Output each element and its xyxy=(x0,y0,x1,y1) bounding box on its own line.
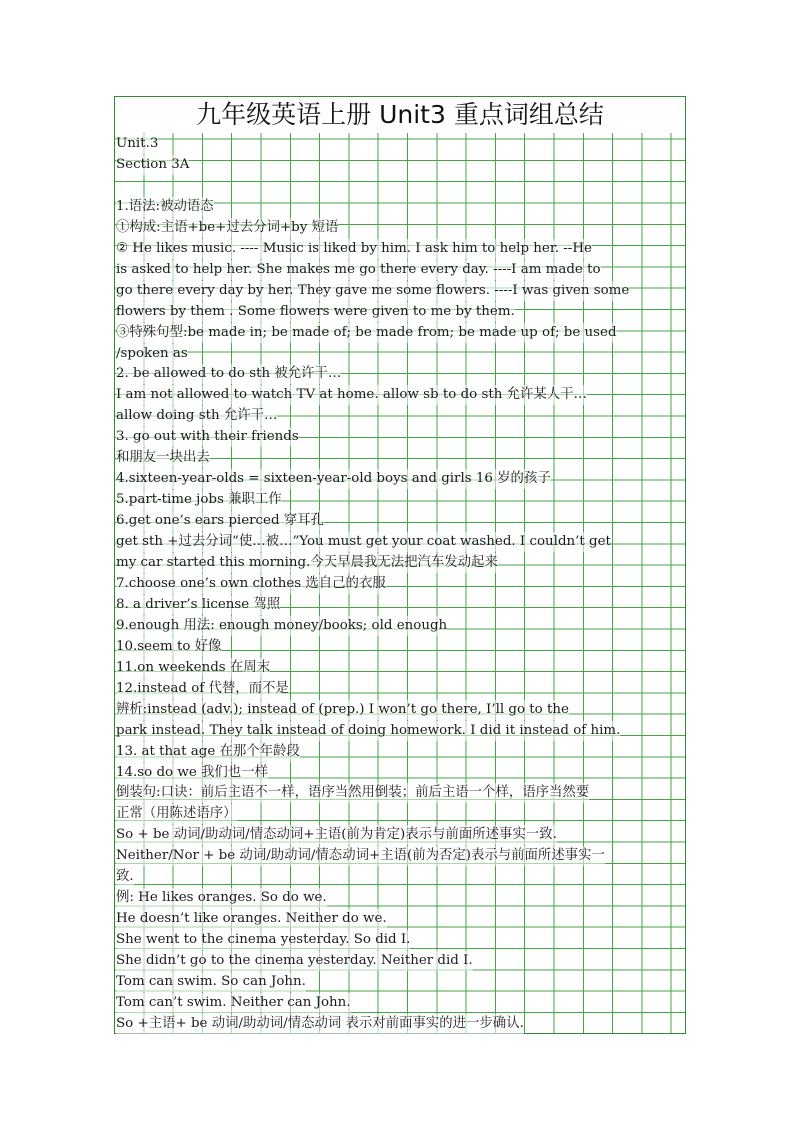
text-line: is asked to help her. She makes me go there every day. ----I am made to xyxy=(116,260,601,280)
text-line: Tom can’t swim. Neither can John. xyxy=(116,993,351,1013)
text-line: 致. xyxy=(116,867,134,887)
text-line: 例: He likes oranges. So do we. xyxy=(116,888,327,908)
text-line: She didn’t go to the cinema yesterday. Neither did I. xyxy=(116,951,473,971)
text-line: allow doing sth 允许干… xyxy=(116,406,277,426)
text-line: 8. a driver’s license 驾照 xyxy=(116,595,280,615)
document-title: 九年级英语上册 Unit3 重点词组总结 xyxy=(196,100,604,129)
text-line: ①构成:主语+be+过去分词+by 短语 xyxy=(116,218,338,238)
text-line: I am not allowed to watch TV at home. allow sb to do sth 允许某人干… xyxy=(116,385,587,405)
text-line: Tom can swim. So can John. xyxy=(116,972,306,992)
text-line: He doesn’t like oranges. Neither do we. xyxy=(116,909,387,929)
text-line: 正常（用陈述语序） xyxy=(116,804,237,824)
text-line: 13. at that age 在那个年龄段 xyxy=(116,742,300,762)
text-line: So + be 动词/助动词/情态动词+主语(前为肯定)表示与前面所述事实一致. xyxy=(116,825,557,845)
text-line: 14.so do we 我们也一样 xyxy=(116,763,268,783)
text-line: 2. be allowed to do sth 被允许干… xyxy=(116,364,341,384)
text-line: 10.seem to 好像 xyxy=(116,637,221,657)
text-line: 11.on weekends 在周末 xyxy=(116,658,270,678)
text-line: 6.get one’s ears pierced 穿耳孔 xyxy=(116,511,324,531)
text-line: 7.choose one’s own clothes 选自己的衣服 xyxy=(116,574,386,594)
title-band xyxy=(115,97,685,133)
text-line: 辨析:instead (adv.); instead of (prep.) I won’t go there, I’ll go to the xyxy=(116,700,569,720)
text-line: my car started this morning.今天早晨我无法把汽车发动起来 xyxy=(116,553,498,573)
text-line: 9.enough 用法: enough money/books; old enough xyxy=(116,616,447,636)
text-line: go there every day by her. They gave me some flowers. ----I was given some xyxy=(116,281,629,301)
text-line: Unit.3 xyxy=(116,134,158,154)
text-line: Section 3A xyxy=(116,155,189,175)
text-line: park instead. They talk instead of doing homework. I did it instead of him. xyxy=(116,721,620,741)
text-line: 1.语法:被动语态 xyxy=(116,197,214,217)
text-line: She went to the cinema yesterday. So did I. xyxy=(116,930,410,950)
text-line: So +主语+ be 动词/助动词/情态动词 表示对前面事实的进一步确认. xyxy=(116,1014,524,1034)
text-line: flowers by them . Some flowers were given to me by them. xyxy=(116,302,515,322)
text-line: 12.instead of 代替，而不是 xyxy=(116,679,289,699)
grid-page xyxy=(114,96,686,1034)
text-line: 4.sixteen-year-olds = sixteen-year-old boys and girls 16 岁的孩子 xyxy=(116,469,551,489)
text-line: ③特殊句型:be made in; be made of; be made from; be made up of; be used xyxy=(116,323,617,343)
text-line: 3. go out with their friends xyxy=(116,427,299,447)
text-line: Neither/Nor + be 动词/助动词/情态动词+主语(前为否定)表示与前面所述事实一 xyxy=(116,846,605,866)
text-line: 5.part-time jobs 兼职工作 xyxy=(116,490,282,510)
text-line: 倒装句:口诀：前后主语不一样，语序当然用倒装；前后主语一个样，语序当然要 xyxy=(116,783,589,803)
text-line: 和朋友一块出去 xyxy=(116,448,210,468)
text-line: /spoken as xyxy=(116,344,188,364)
text-line: get sth +过去分词“使…被…”You must get your coat washed. I couldn’t get xyxy=(116,532,611,552)
text-line: ② He likes music. ---- Music is liked by him. I ask him to help her. --He xyxy=(116,239,592,259)
